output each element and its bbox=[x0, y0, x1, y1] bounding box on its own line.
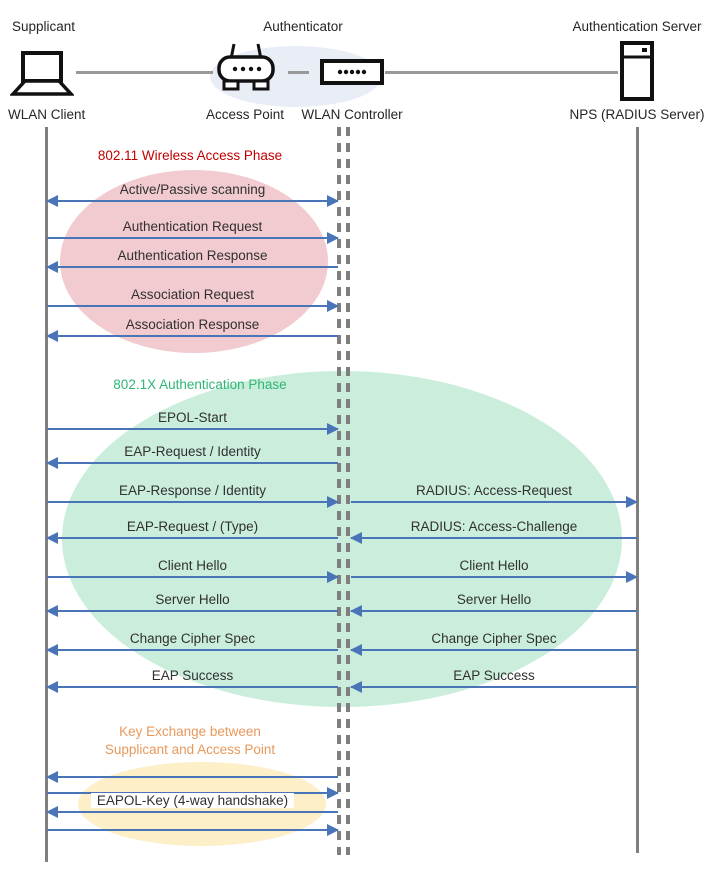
message-arrow bbox=[47, 686, 338, 688]
message-arrow bbox=[47, 266, 338, 268]
role-label-authentication-server: Authentication Server bbox=[572, 19, 702, 34]
message-arrow bbox=[47, 305, 338, 307]
arrowhead-left-icon bbox=[46, 771, 58, 783]
message-arrow bbox=[351, 537, 637, 539]
message-arrow bbox=[47, 610, 338, 612]
message-label: RADIUS: Access-Challenge bbox=[410, 519, 578, 534]
message-arrow bbox=[351, 649, 637, 651]
message-arrow bbox=[47, 649, 338, 651]
message-label: Change Cipher Spec bbox=[129, 631, 256, 646]
message-label: Authentication Request bbox=[122, 219, 263, 234]
role-label-authenticator: Authenticator bbox=[263, 19, 343, 34]
message-arrow bbox=[47, 811, 338, 813]
message-arrow bbox=[47, 829, 338, 831]
phase-title-key-exchange-line1: Key Exchange between bbox=[119, 724, 261, 739]
device-label-wlan-controller: WLAN Controller bbox=[301, 107, 403, 122]
message-label: EAP-Request / Identity bbox=[124, 444, 261, 459]
message-arrow bbox=[47, 335, 338, 337]
message-label: Client Hello bbox=[157, 558, 228, 573]
message-label: Client Hello bbox=[459, 558, 529, 573]
message-arrow bbox=[351, 501, 637, 503]
message-arrow bbox=[47, 237, 338, 239]
device-label-access-point: Access Point bbox=[205, 107, 285, 122]
message-label: Association Request bbox=[130, 287, 255, 302]
message-label: Server Hello bbox=[456, 592, 532, 607]
message-label: EAP-Request / (Type) bbox=[126, 519, 259, 534]
message-label: Authentication Response bbox=[117, 248, 268, 263]
message-label: EAPOL-Key (4-way handshake) bbox=[47, 793, 338, 808]
message-label: EAP Success bbox=[151, 668, 234, 683]
device-label-wlan-client: WLAN Client bbox=[8, 107, 86, 122]
message-arrow bbox=[351, 686, 637, 688]
message-label: Active/Passive scanning bbox=[119, 182, 266, 197]
message-label: Change Cipher Spec bbox=[431, 631, 557, 646]
message-label: EAP Success bbox=[453, 668, 535, 683]
message-label: EAP-Response / Identity bbox=[118, 483, 267, 498]
phase-title-80211-wireless-access: 802.11 Wireless Access Phase bbox=[97, 148, 283, 163]
message-arrow bbox=[47, 576, 338, 578]
message-label: RADIUS: Access-Request bbox=[415, 483, 573, 498]
message-arrow bbox=[351, 610, 637, 612]
phase-title-8021x-authentication: 802.1X Authentication Phase bbox=[113, 377, 287, 392]
message-arrow bbox=[47, 501, 338, 503]
message-arrow bbox=[47, 537, 338, 539]
message-label: Association Response bbox=[125, 317, 260, 332]
phase-title-key-exchange-line2: Supplicant and Access Point bbox=[104, 742, 276, 757]
message-label: Server Hello bbox=[155, 592, 230, 607]
message-arrow bbox=[47, 462, 338, 464]
message-label: EPOL-Start bbox=[157, 410, 228, 425]
message-arrow bbox=[47, 776, 338, 778]
message-arrow bbox=[351, 576, 637, 578]
role-label-supplicant: Supplicant bbox=[12, 19, 76, 34]
arrowhead-right-icon bbox=[327, 824, 339, 836]
device-label-nps-radius-server: NPS (RADIUS Server) bbox=[569, 107, 705, 122]
message-arrow bbox=[47, 428, 338, 430]
message-arrow bbox=[47, 200, 338, 202]
